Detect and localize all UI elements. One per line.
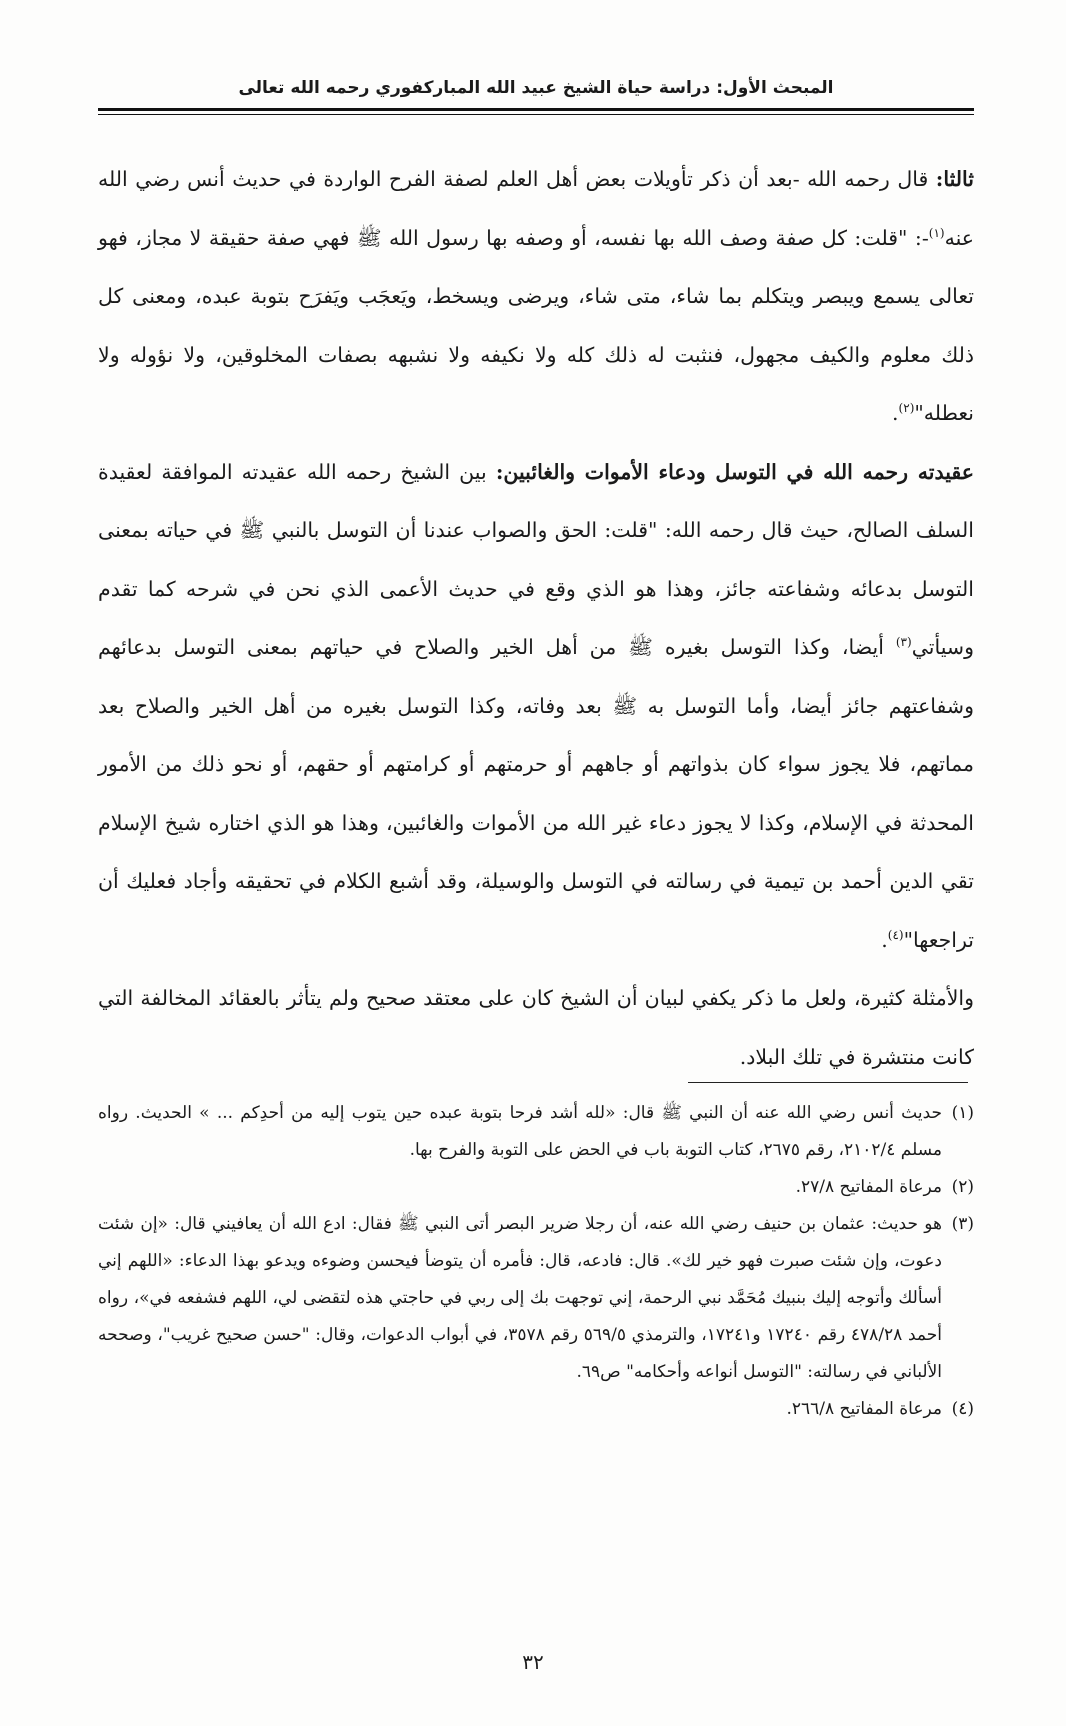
footnote-ref[interactable]: (٢) (898, 401, 915, 416)
footnote (98, 1169, 974, 1206)
footnote-number: (٢) (951, 1177, 974, 1197)
paragraph-tawassul (98, 443, 974, 970)
main-text (98, 150, 974, 1086)
page-number: ٣٢ (522, 1650, 544, 1674)
footnote-number: (٣) (951, 1214, 974, 1234)
paragraph-text: . (892, 401, 899, 425)
paragraph-lead: عقيدته رحمه الله في التوسل ودعاء الأموات والغائبين: (495, 459, 975, 484)
footnote-ref[interactable]: (٣) (895, 635, 912, 650)
footnote (98, 1095, 974, 1169)
paragraph-text: بين الشيخ رحمه الله عقيدته الموافقة لعقيدة السلف الصالح، حيث قال رحمه الله: "قلت: الحق والصواب عندنا أن التوسل بالنبي ﷺ في حياته بمعنى التوسل بدعائه وشفاعته جائز، وهذا هو الذي وقع في حديث الأعمى الذي نحن في شرحه كما تقدم وسيأتي (98, 459, 974, 659)
footnote-ref[interactable]: (١) (928, 225, 945, 240)
footnotes (98, 1095, 974, 1428)
paragraph-thirdly (98, 150, 974, 443)
footnote (98, 1206, 974, 1391)
header-rule-thin (98, 114, 974, 115)
paragraph-text: . (881, 927, 888, 952)
footnote (98, 1391, 974, 1428)
footnote-text: مرعاة المفاتيح ٢٧/٨. (795, 1177, 942, 1197)
footnote-number: (١) (951, 1103, 974, 1123)
footnote-text: هو حديث: عثمان بن حنيف رضي الله عنه، أن رجلا ضرير البصر أتى النبي ﷺ فقال: ادع الله أن يعافيني قال: «إن شئت دعوت، وإن شئت صبرت فهو خير لك». قال: فادعه، قال: فأمره أن يتوضأ فيحسن وضوءه ويدعو بهذا الدعاء: «اللهم إني أسألك وأتوجه إليك بنبيك مُحَمَّد نبي الرحمة، إني توجهت بك إلى ربي في حاجتي هذه لتقضى لي، اللهم فشفعه في»، رواه أحمد ٤٧٨/٢٨ رقم ١٧٢٤٠ و١٧٢٤١، والترمذي ٥٦٩/٥ رقم ٣٥٧٨، في أبواب الدعوات، وقال: "حسن صحيح غريب"، وصححه الألباني في رسالته: "التوسل أنواعه وأحكامه" ص٦٩. (98, 1214, 942, 1382)
paragraph-conclusion (98, 969, 974, 1086)
footnote-number: (٤) (951, 1399, 974, 1419)
header-rule-thick (98, 108, 974, 111)
paragraph-text: -: "قلت: كل صفة وصف الله بها نفسه، أو وصفه بها رسول الله ﷺ فهي صفة حقيقة لا مجاز، فهو تعالى يسمع ويبصر ويتكلم بما شاء، متى شاء، ويرضى ويسخط، ويَعجَب ويَفرَح بتوبة عبده، ومعنى كل ذلك معلوم والكيف مجهول، فنثبت له ذلك كله ولا نكيفه ولا نشبهه بصفات المخلوقين، ولا نؤوله ولا نعطله" (98, 225, 974, 425)
paragraph-text: أيضا، وكذا التوسل بغيره ﷺ من أهل الخير والصلاح في حياتهم بمعنى التوسل بدعائهم وشفاعتهم جائز أيضا، وأما التوسل به ﷺ بعد وفاته، وكذا التوسل بغيره من أهل الخير والصلاح بعد مماتهم، فلا يجوز سواء كان بذواتهم أو جاههم أو حرمتهم أو كرامتهم أو حقهم، أو نحو ذلك من الأمور المحدثة في الإسلام، وكذا لا يجوز دعاء غير الله من الأموات والغائبين، وهذا هو الذي اختاره شيخ الإسلام تقي الدين أحمد بن تيمية في رسالته في التوسل والوسيلة، وقد أشبع الكلام في تحقيقه وأجاد فعليك أن تراجعها" (98, 635, 974, 952)
footnote-ref[interactable]: (٤) (887, 927, 904, 942)
footnote-text: حديث أنس رضي الله عنه أن النبي ﷺ قال: «لله أشد فرحا بتوبة عبده حين يتوب إليه من أحدِكم ... » الحديث. رواه مسلم ٢١٠٢/٤، رقم ٢٦٧٥، كتاب التوبة باب في الحض على التوبة والفرح بها. (98, 1103, 942, 1160)
paragraph-lead: ثالثا: (935, 167, 974, 191)
paragraph-text: قال رحمه الله -بعد أن ذكر تأويلات بعض أهل العلم لصفة الفرح الواردة في حديث أنس رضي الله عنه (98, 167, 974, 250)
paragraph-text: والأمثلة كثيرة، ولعل ما ذكر يكفي لبيان أن الشيخ كان على معتقد صحيح ولم يتأثر بالعقائد المخالفة التي كانت منتشرة في تلك البلاد. (98, 986, 974, 1069)
footnote-separator (688, 1082, 968, 1083)
running-header: المبحث الأول: دراسة حياة الشيخ عبيد الله المباركفوري رحمه الله تعالى (238, 78, 834, 98)
footnote-text: مرعاة المفاتيح ٢٦٦/٨. (786, 1399, 942, 1419)
